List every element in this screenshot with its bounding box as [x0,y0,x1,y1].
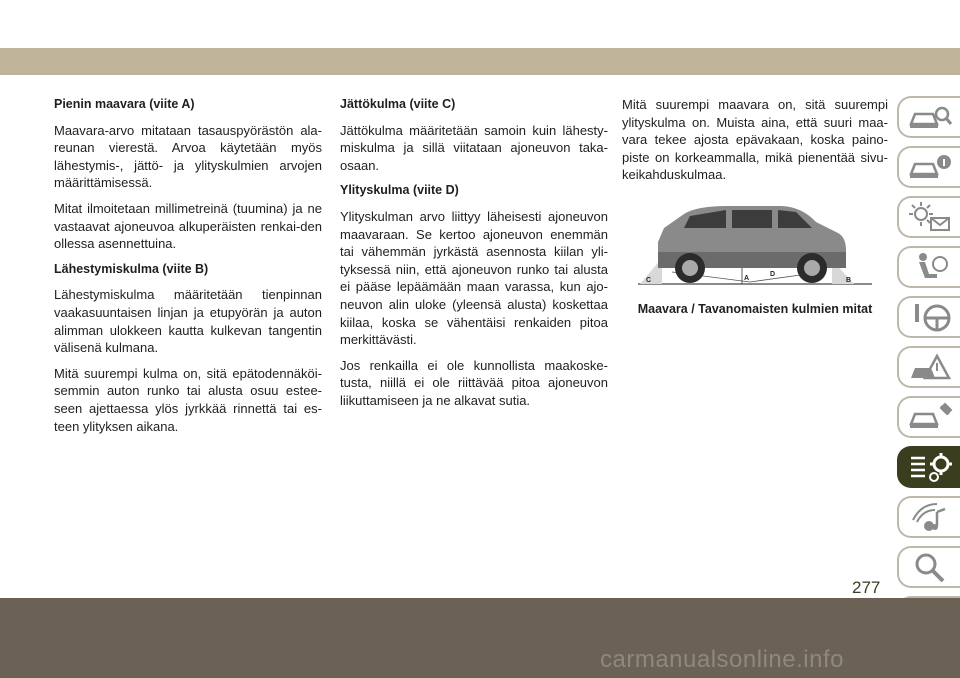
steering-wheel-icon [907,300,953,334]
paragraph: Jos renkailla ei ole kunnollista maakoske-tusta, niillä ei ole riittävää pitoa ajoneuvon liikuttamiseen ja ne alkavat sutia. [340,357,608,408]
car-service-icon [907,400,953,434]
section-heading-ground-clearance: Pienin maavara (viite A) [54,97,195,111]
tab-customer-assistance[interactable] [897,546,960,588]
label-a: A [744,275,750,282]
text-column-3 [622,96,888,192]
suv-diagram [632,198,878,290]
text-column-2 [340,96,608,418]
warning-lights-icon [907,200,953,234]
text-column-1 [54,96,322,443]
tab-in-case-of-emergency[interactable] [897,296,960,338]
paragraph: Mitä suurempi kulma on, sitä epätodennäköi-semmin auton runko tai alusta osuu estee-seen ajettaessa ylös jyrkkää rinnettä tai es-teen ylityksen aikana. [54,365,322,434]
chapter-tab-sidebar [897,96,960,646]
section-heading-departure-angle: Jättökulma (viite C) [340,97,456,111]
figure-caption: Maavara / Tavanomaisten kulmien mitat [637,302,873,316]
tab-servicing-and-maintenance[interactable] [897,346,960,388]
multimedia-icon [907,500,953,534]
tab-safety[interactable] [897,196,960,238]
section-heading-breakover-angle: Ylityskulma (viite D) [340,183,459,198]
tab-specifications-active[interactable] [897,446,960,488]
index-search-icon [907,550,953,584]
car-magnifier-icon [907,100,953,134]
paragraph: Jättökulma määritetään samoin kuin lähesty-miskulma ja sillä viitataan ajoneuvon taka-osaan. [340,122,608,173]
car-info-icon [907,150,953,184]
vehicle-angle-figure [632,198,878,290]
tab-technical-specifications[interactable] [897,396,960,438]
tab-getting-to-know-vehicle[interactable] [897,96,960,138]
section-heading-approach-angle: Lähestymiskulma (viite B) [54,261,209,276]
tab-starting-and-operating[interactable] [897,246,960,288]
specifications-gears-icon [907,450,953,484]
header-band [0,48,960,75]
tab-multimedia[interactable] [897,496,960,538]
paragraph: Lähestymiskulma määritetään tienpinnan vaakasuuntaisen linjan ja etupyörän ja auton alimman ulokkeen kautta kulkevan tangentin välisenä kulmana. [54,287,322,356]
roadside-warning-icon [907,350,953,384]
paragraph: Maavara-arvo mitataan tasauspyörästön ala-reunan vierestä. Arvoa käytetään myös lähestymis-, jättö- ja ylityskulmien arvojen määrittämisessä. [54,122,322,191]
paragraph: Mitä suurempi maavara on, sitä suurempi ylityskulma on. Muista aina, että suuri maa-vara tekee ajosta epävakaan, koska paino-piste on korkeammalla, mikä pienentää sivu-keikahduskulmaa. [622,97,888,183]
watermark: carmanualsonline.info [600,646,844,673]
airbag-seat-icon [907,250,953,284]
label-b: B [846,277,852,284]
label-d: D [770,271,776,278]
paragraph: Mitat ilmoitetaan millimetreinä (tuumina) ja ne vastaavat ajoneuvoa alkuperäisten renkai-den ollessa asennettuina. [54,200,322,252]
page-number: 277 [852,578,881,597]
paragraph: Ylityskulman arvo liittyy läheisesti ajoneuvon maavaraan. Se kertoo ajoneuvon enemmän tai vähemmän jyrkästä asennosta kiilan yli-tyksessä niin, että ajoneuvon runko tai alusta ei pääse lepäämään maan varassa, kun ajo-neuvon alin uloke (yleensä alusta) koskettaa kiilaa, koska se vähentäisi renkaiden pitoa merkittävästi. [340,208,608,348]
tab-getting-to-know-dashboard[interactable] [897,146,960,188]
label-c: C [646,277,652,284]
